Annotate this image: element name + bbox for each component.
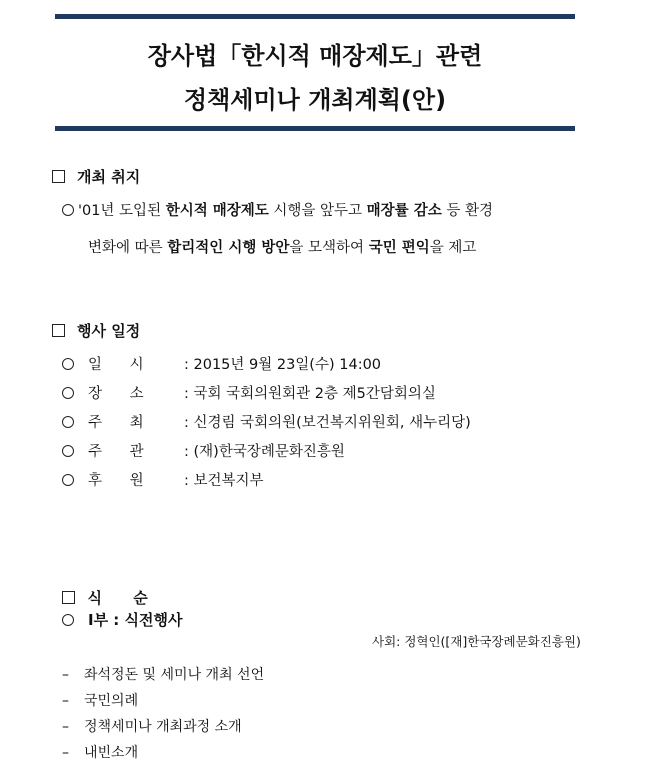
bullet-circle-icon [62, 474, 74, 486]
program-item: – 내빈소개 [62, 745, 139, 761]
schedule-row-date: 일 시 : 2015년 9월 23일(수) 14:00 [62, 353, 381, 374]
checkbox-square-icon [52, 324, 65, 337]
section-program-heading [52, 569, 148, 608]
bullet-circle-icon [62, 204, 74, 216]
program-item: – 좌석정돈 및 세미나 개최 선언 [62, 667, 265, 683]
purpose-line-2: 변화에 따른 합리적인 시행 방안을 모색하여 국민 편익을 제고 [88, 240, 477, 256]
page-title-line2: 정책세미나 개최계획(안) [183, 86, 447, 114]
title-top-rule [55, 14, 575, 19]
program-item: – 국민의례 [62, 693, 139, 709]
program-part1: Ⅰ부 : 식전행사 [62, 609, 182, 630]
schedule-row-host: 주 최 : 신경림 국회의원(보건복지위원회, 새누리당) [62, 411, 471, 432]
bullet-circle-icon [62, 445, 74, 457]
bullet-circle-icon [62, 614, 74, 626]
checkbox-square-icon [62, 591, 75, 604]
schedule-row-place: 장 소 : 국회 국회의원회관 2층 제5간담회의실 [62, 382, 436, 403]
page-title-line1: 장사법「한시적 매장제도」관련 [147, 42, 483, 70]
bullet-circle-icon [62, 416, 74, 428]
section-heading-text: 행사 일정 [77, 322, 141, 340]
schedule-row-sponsor: 후 원 : 보건복지부 [62, 469, 264, 490]
schedule-row-organizer: 주 관 : (재)한국장례문화진흥원 [62, 440, 345, 461]
bullet-circle-icon [62, 358, 74, 370]
section-purpose-heading [52, 166, 140, 187]
checkbox-square-icon [52, 170, 65, 183]
title-bottom-rule [55, 126, 575, 131]
section-heading-text: 식 순 [87, 589, 148, 607]
program-item: – 정책세미나 개최과정 소개 [62, 719, 242, 735]
program-moderator: 사회: 정혁인([재]한국장례문화진흥원) [372, 634, 581, 649]
bullet-circle-icon [62, 387, 74, 399]
section-heading-text: 개최 취지 [77, 168, 141, 186]
section-schedule-heading [52, 320, 140, 341]
purpose-line-1: '01년 도입된 한시적 매장제도 시행을 앞두고 매장률 감소 등 환경 [62, 199, 493, 220]
